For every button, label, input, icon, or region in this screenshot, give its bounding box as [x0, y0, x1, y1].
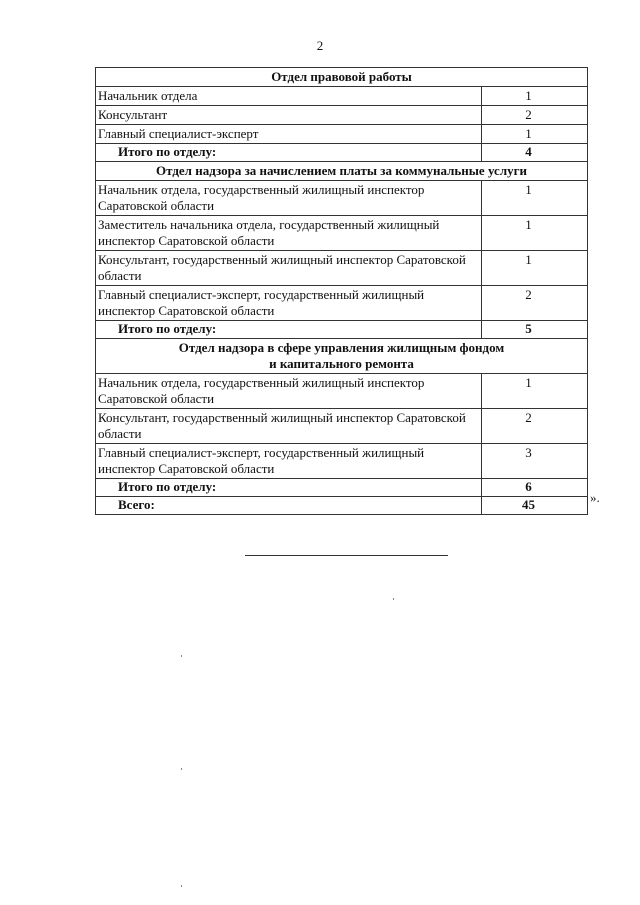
table-row	[96, 181, 588, 216]
subtotal-label: Итого по отделу:	[96, 321, 482, 339]
section-title: Отдел надзора за начислением платы за коммунальные услуги	[96, 162, 588, 181]
table-row	[96, 125, 588, 144]
total-value: 45	[482, 497, 588, 515]
subtotal-row	[96, 479, 588, 497]
page-number: 2	[316, 38, 324, 53]
table-row	[96, 409, 588, 444]
section-title: Отдел правовой работы	[96, 68, 588, 87]
count-cell: 2	[482, 106, 588, 125]
total-label: Всего:	[96, 497, 482, 515]
position-cell: Заместитель начальника отдела, государственный жилищный инспектор Саратовской области	[96, 216, 482, 251]
scan-speck	[393, 598, 394, 600]
subtotal-row	[96, 321, 588, 339]
section-title-line: Отдел надзора в сфере управления жилищным фондом	[178, 340, 505, 355]
table-row	[96, 374, 588, 409]
count-cell: 1	[482, 216, 588, 251]
count-cell: 1	[482, 87, 588, 106]
position-cell: Главный специалист-эксперт, государственный жилищный инспектор Саратовской области	[96, 286, 482, 321]
position-cell: Главный специалист-эксперт, государственный жилищный инспектор Саратовской области	[96, 444, 482, 479]
count-cell: 1	[482, 251, 588, 286]
position-cell: Консультант	[96, 106, 482, 125]
scan-speck	[181, 655, 182, 657]
table-row	[96, 87, 588, 106]
position-cell: Главный специалист-эксперт	[96, 125, 482, 144]
position-cell: Начальник отдела, государственный жилищный инспектор Саратовской области	[96, 181, 482, 216]
scan-speck	[181, 885, 182, 887]
table-row	[96, 444, 588, 479]
position-cell: Консультант, государственный жилищный инспектор Саратовской области	[96, 409, 482, 444]
table-row	[96, 216, 588, 251]
count-cell: 2	[482, 286, 588, 321]
scan-speck	[181, 768, 182, 770]
position-cell: Начальник отдела	[96, 87, 482, 106]
subtotal-value: 6	[482, 479, 588, 497]
section-header-row	[96, 162, 588, 181]
table-row	[96, 251, 588, 286]
position-cell: Начальник отдела, государственный жилищный инспектор Саратовской области	[96, 374, 482, 409]
subtotal-label: Итого по отделу:	[96, 144, 482, 162]
count-cell: 2	[482, 409, 588, 444]
table-row	[96, 106, 588, 125]
count-cell: 3	[482, 444, 588, 479]
subtotal-value: 5	[482, 321, 588, 339]
total-row	[96, 497, 588, 515]
table-row	[96, 286, 588, 321]
count-cell: 1	[482, 181, 588, 216]
subtotal-row	[96, 144, 588, 162]
section-header-row	[96, 339, 588, 374]
closing-quote: ».	[590, 490, 600, 505]
subtotal-value: 4	[482, 144, 588, 162]
section-title-line: и капитального ремонта	[269, 356, 414, 371]
subtotal-label: Итого по отделу:	[96, 479, 482, 497]
position-cell: Консультант, государственный жилищный инспектор Саратовской области	[96, 251, 482, 286]
staff-table	[95, 67, 588, 515]
section-header-row	[96, 68, 588, 87]
count-cell: 1	[482, 125, 588, 144]
separator-line	[245, 555, 448, 556]
count-cell: 1	[482, 374, 588, 409]
section-title	[96, 339, 588, 374]
